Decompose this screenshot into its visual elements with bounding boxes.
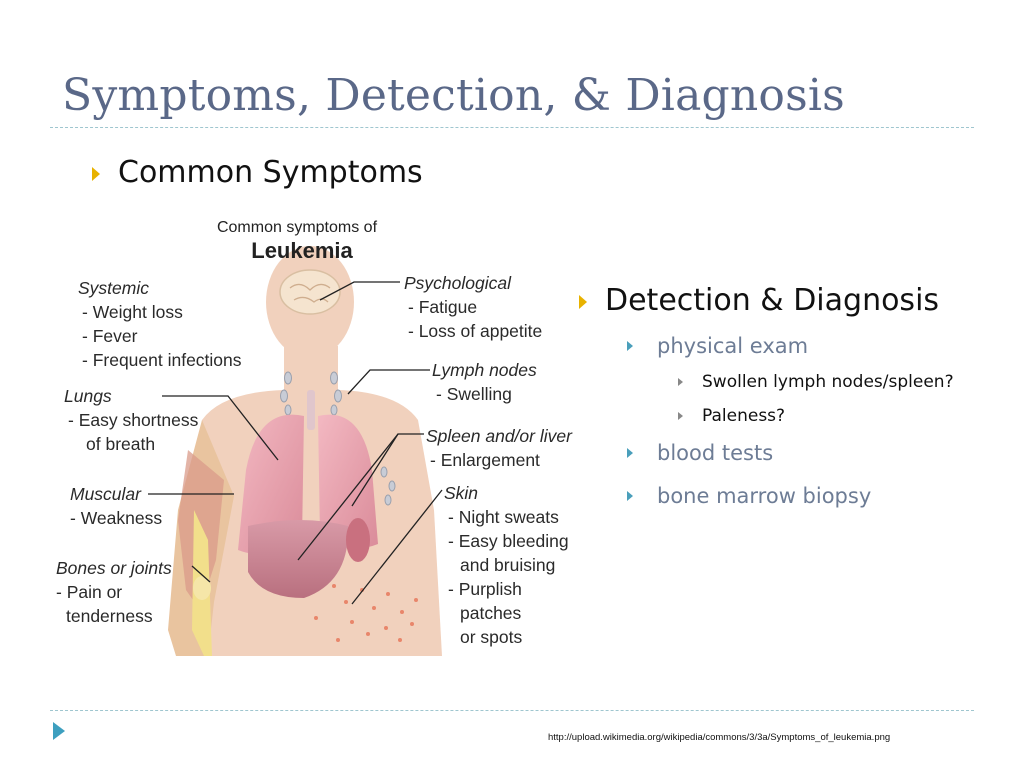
group-systemic-heading: Systemic [78,278,149,298]
bullet-label: Common Symptoms [118,155,423,190]
sub-bullet-arrow-icon [627,491,633,501]
sub-bullet-physical-exam [657,334,808,358]
sub-sub-bullet-label: Paleness? [702,406,786,426]
group-systemic-line: - Fever [82,326,138,346]
leukemia-symptoms-diagram [52,210,592,660]
diagram-header-big: Leukemia [251,238,353,263]
bullet-arrow-icon [579,295,587,309]
group-muscular-line: - Weakness [70,508,163,528]
group-bones-line: - Pain or [56,582,123,602]
group-bones-line: tenderness [66,606,153,626]
group-lymph-heading: Lymph nodes [432,360,537,380]
brain-icon [280,270,340,314]
source-url: http://upload.wikimedia.org/wikipedia/commons/3/3a/Symptoms_of_leukemia.png [548,732,891,743]
sub-sub-bullet-swollen [702,372,954,392]
bullet-arrow-icon [92,167,100,181]
sub-sub-bullet-arrow-icon [678,378,683,386]
sub-bullet-label: physical exam [657,334,809,358]
diagram-header-small: Common symptoms of [216,219,378,236]
group-skin-line: and bruising [460,555,556,575]
title-divider [50,127,974,128]
sub-bullet-bone-marrow-biopsy [657,484,871,508]
group-psychological-line: - Fatigue [408,297,478,317]
group-skin-line: - Purplish [448,579,522,599]
group-spleen-heading: Spleen and/or liver [426,426,572,446]
group-lungs-line: - Easy shortness [68,410,199,430]
sub-sub-bullet-paleness [702,406,785,426]
sub-sub-bullet-arrow-icon [678,412,683,420]
sub-bullet-label: blood tests [657,441,774,465]
bullet-detection-diagnosis [605,283,939,318]
play-triangle-icon [53,722,65,740]
sub-bullet-arrow-icon [627,341,633,351]
group-skin-line: - Easy bleeding [448,531,569,551]
group-spleen-line: - Enlargement [430,450,540,470]
sub-bullet-blood-tests [657,441,773,465]
group-skin-line: patches [460,603,522,623]
sub-bullet-label: bone marrow biopsy [657,484,872,508]
group-lungs-heading: Lungs [64,386,112,406]
bullet-common-symptoms [118,155,423,190]
footer-divider [50,710,974,711]
group-skin-heading: Skin [444,483,479,503]
group-muscular-heading: Muscular [70,484,141,504]
group-psychological-line: - Loss of appetite [408,321,543,341]
group-lungs-line: of breath [86,434,156,454]
group-systemic-line: - Frequent infections [82,350,242,370]
sub-sub-bullet-label: Swollen lymph nodes/spleen? [702,372,954,392]
group-bones-heading: Bones or joints [56,558,172,578]
group-skin-line: - Night sweats [448,507,559,527]
group-skin-line: or spots [460,627,523,647]
slide-title: Symptoms, Detection, & Diagnosis [62,70,845,121]
group-lymph-line: - Swelling [436,384,512,404]
group-systemic-line: - Weight loss [82,302,183,322]
group-psychological-heading: Psychological [404,273,511,293]
sub-bullet-arrow-icon [627,448,633,458]
bullet-label: Detection & Diagnosis [605,283,940,318]
